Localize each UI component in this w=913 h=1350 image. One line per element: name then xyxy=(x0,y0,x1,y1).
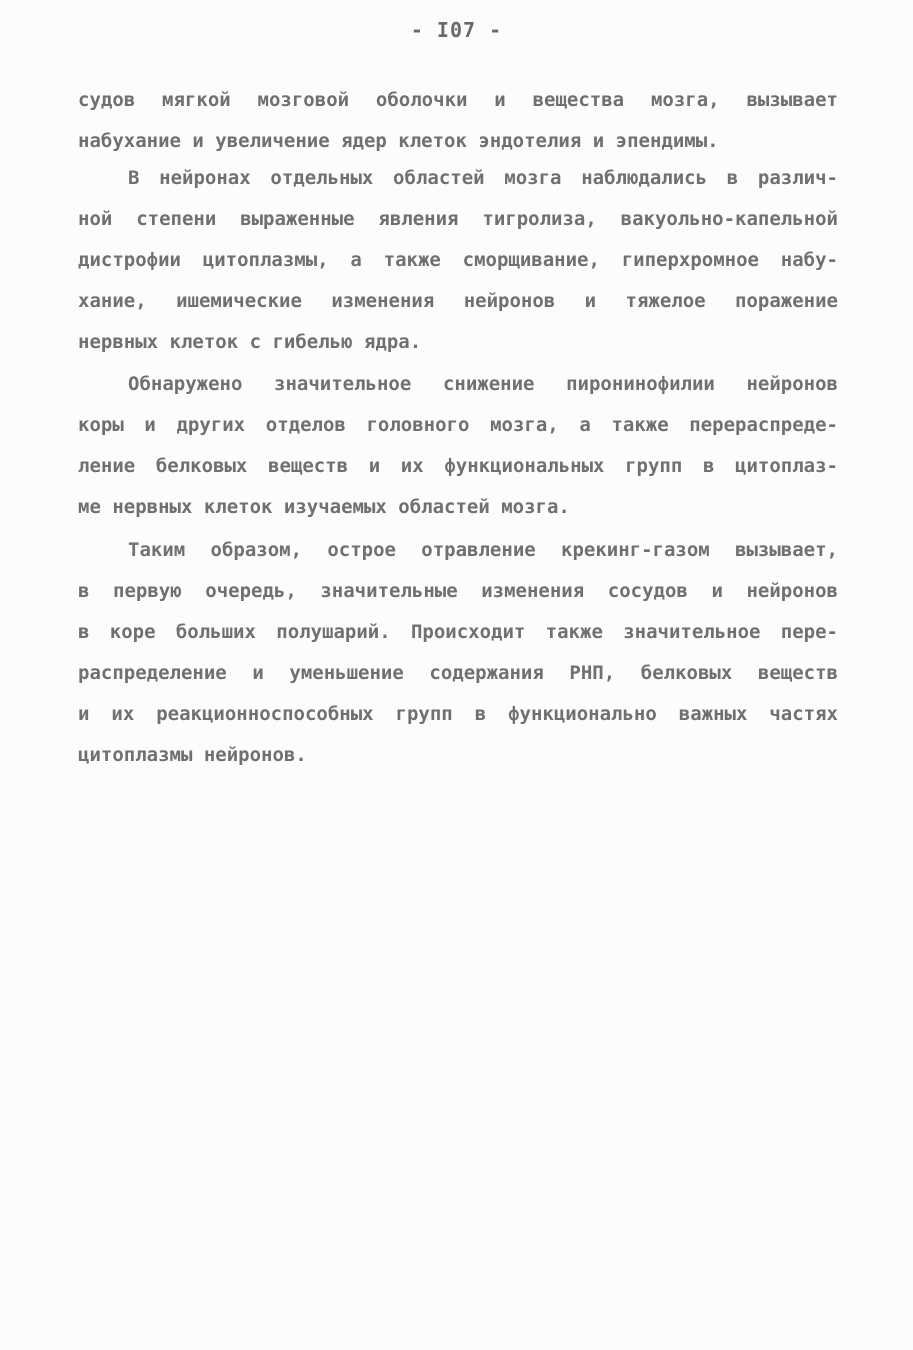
text-line: ление белковых веществ и их функциональных групп в цитоплаз- xyxy=(78,455,838,477)
text-line: нервных клеток с гибелью ядра. xyxy=(78,331,422,353)
text-line: и их реакционноспособных групп в функционально важных частях xyxy=(78,703,838,725)
text-line: коры и других отделов головного мозга, а также перераспреде- xyxy=(78,414,838,436)
text-line: набухание и увеличение ядер клеток эндотелия и эпендимы. xyxy=(78,130,719,152)
text-line: в коре больших полушарий. Происходит также значительное пере- xyxy=(78,621,838,643)
paragraph-1 xyxy=(78,80,838,162)
paragraph-3 xyxy=(78,364,838,528)
text-line: В нейронах отдельных областей мозга наблюдались в различ- xyxy=(128,167,838,189)
text-line: ной степени выраженные явления тигролиза, вакуольно-капельной xyxy=(78,208,838,230)
page-number: - I07 - xyxy=(410,18,503,42)
paragraph-2 xyxy=(78,158,838,363)
paragraph-4 xyxy=(78,530,838,776)
text-line: цитоплазмы нейронов. xyxy=(78,744,307,766)
text-line: Таким образом, острое отравление крекинг-газом вызывает, xyxy=(128,539,838,561)
text-line: дистрофии цитоплазмы, а также сморщивание, гиперхромное набу- xyxy=(78,249,838,271)
text-line: судов мягкой мозговой оболочки и вещества мозга, вызывает xyxy=(78,89,838,111)
text-line: в первую очередь, значительные изменения сосудов и нейронов xyxy=(78,580,838,602)
text-line: Обнаружено значительное снижение пиронинофилии нейронов xyxy=(128,373,838,395)
text-line: ме нервных клеток изучаемых областей мозга. xyxy=(78,496,570,518)
text-line: распределение и уменьшение содержания РНП, белковых веществ xyxy=(78,662,838,684)
text-line: хание, ишемические изменения нейронов и тяжелое поражение xyxy=(78,290,838,312)
